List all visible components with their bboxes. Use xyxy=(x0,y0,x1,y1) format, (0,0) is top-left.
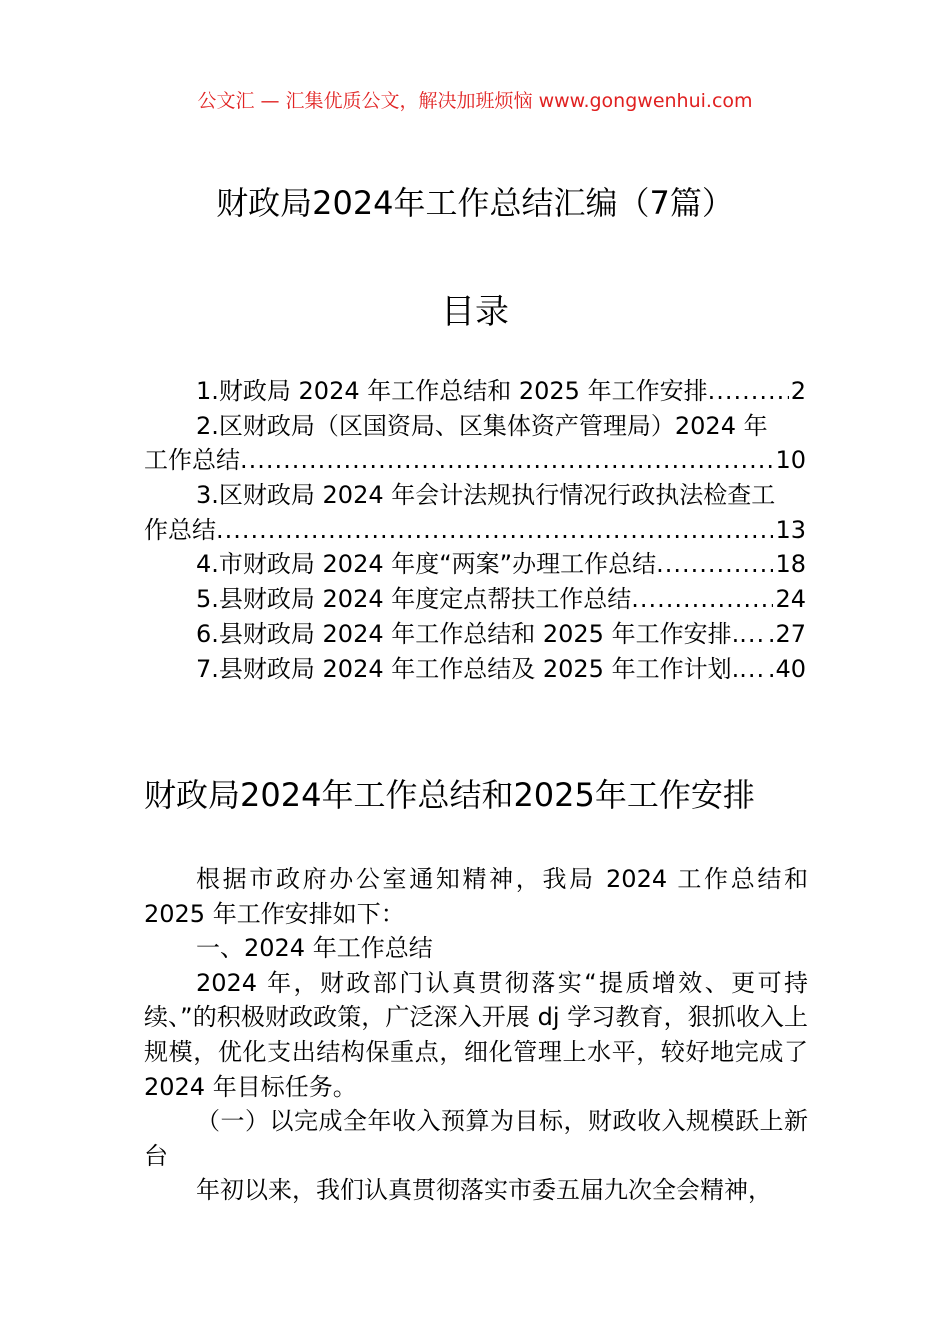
toc-leader-dots xyxy=(216,513,773,548)
toc-entry-2[interactable] xyxy=(144,409,806,444)
toc-entry-title: 4.市财政局 2024 年度“两案”办理工作总结 xyxy=(196,550,657,579)
toc-entry-title: 6.县财政局 2024 年工作总结和 2025 年工作安排. xyxy=(196,619,740,648)
toc-page-number: 2 xyxy=(790,377,806,405)
paragraph: 根据市政府办公室通知精神，我局 2024 工作总结和 2025 年工作安排如下： xyxy=(144,865,808,928)
toc-entry-title: 1.财政局 2024 年工作总结和 2025 年工作安排 xyxy=(196,377,708,405)
table-of-contents xyxy=(144,374,806,686)
toc-entry-title: 7.县财政局 2024 年工作总结及 2025 年工作计划. xyxy=(196,654,740,683)
paragraph: 2024 年，财政部门认真贯彻落实“提质增效、更可持续、”的积极财政政策，广泛深入开展 dj 学习教育，狠抓收入上规模，优化支出结构保重点，细化管理上水平，较好地完成了 2024 年目标任务。 xyxy=(144,968,808,1101)
toc-leader-dots xyxy=(240,443,773,478)
toc-entry-4[interactable] xyxy=(144,547,806,582)
toc-entry-title: 5.县财政局 2024 年度定点帮扶工作总结 xyxy=(196,585,632,614)
toc-leader-dots xyxy=(739,617,766,652)
toc-entry-2-continuation[interactable] xyxy=(144,443,806,478)
toc-page-number: .27 xyxy=(767,619,806,648)
toc-entry-5[interactable] xyxy=(144,582,806,617)
body-text xyxy=(144,862,808,1208)
watermark-header: 公文汇 — 汇集优质公文，解决加班烦恼 www.gongwenhui.com xyxy=(197,90,753,112)
toc-page-number: 24 xyxy=(775,585,806,614)
toc-entry-title: 2.区财政局（区国资局、区集体资产管理局）2024 年 xyxy=(196,411,768,440)
toc-page-number: .40 xyxy=(767,654,806,683)
toc-entry-title-cont: 工作总结 xyxy=(144,446,240,475)
toc-entry-1[interactable] xyxy=(144,374,806,409)
toc-entry-7[interactable] xyxy=(144,652,806,687)
paragraph: 年初以来，我们认真贯彻落实市委五届九次全会精神， xyxy=(196,1176,772,1205)
toc-page-number: 10 xyxy=(775,446,806,475)
paragraph-subheading-1: （一）以完成全年收入预算为目标，财政收入规模跃上新台 xyxy=(144,1107,808,1170)
paragraph-heading-1: 一、2024 年工作总结 xyxy=(196,934,433,963)
section-title: 财政局2024年工作总结和2025年工作安排 xyxy=(144,776,755,814)
toc-heading: 目录 xyxy=(441,292,509,332)
toc-leader-dots xyxy=(631,582,773,617)
toc-entry-title-cont: 作总结 xyxy=(144,515,216,544)
toc-leader-dots xyxy=(739,652,766,687)
toc-page-number: 13 xyxy=(775,515,806,544)
toc-entry-6[interactable] xyxy=(144,617,806,652)
toc-entry-3[interactable] xyxy=(144,478,806,513)
toc-page-number: 18 xyxy=(775,550,806,579)
document-title: 财政局2024年工作总结汇编（7篇） xyxy=(216,184,734,222)
toc-entry-title: 3.区财政局 2024 年会计法规执行情况行政执法检查工 xyxy=(196,481,776,510)
toc-leader-dots xyxy=(656,547,773,582)
toc-entry-3-continuation[interactable] xyxy=(144,513,806,548)
toc-leader-dots xyxy=(708,374,789,409)
